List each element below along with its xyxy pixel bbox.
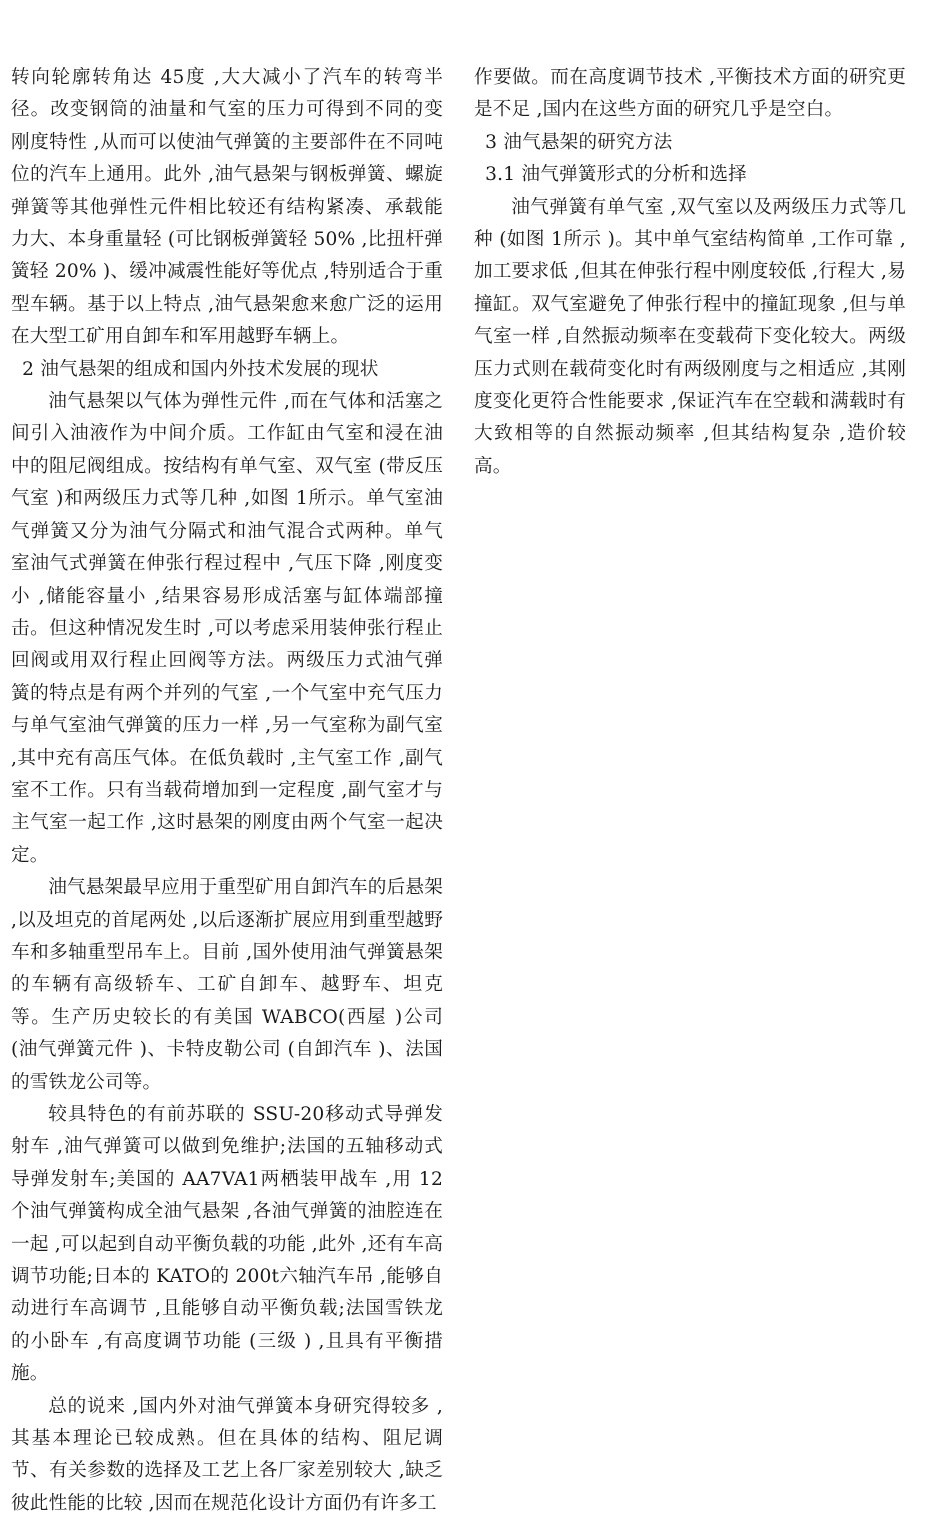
subsection-heading-3-1: 3.1 油气弹簧形式的分析和选择 xyxy=(485,164,747,186)
section-heading-2: 2 油气悬架的组成和国内外技术发展的现状 xyxy=(22,358,379,380)
paragraph: 总的说来 ,国内外对油气弹簧本身研究得较多 ,其基本理论已较成熟。但在具体的结构、阻尼调节、有关参数的选择及工艺上各厂家差别较大 ,缺乏彼此性能的比较 ,因而在规范化设计方面仍有许多工 xyxy=(11,1395,443,1514)
paragraph: 转向轮廓转角达 45度 ,大大减小了汽车的转弯半径。改变钢筒的油量和气室的压力可得到不同的变刚度特性 ,从而可以使油气弹簧的主要部件在不同吨位的汽车上通用。此外 ,油气悬架与钢板弹簧、螺旋弹簧等其他弹性元件相比较还有结构紧凑、承载能力大、本身重量轻 (可比钢板弹簧轻 50% ,比扭杆弹簧轻 20% )、缓冲减震性能好等优点 ,特别适合于重型车辆。基于以上特点 ,油气悬架愈来愈广泛的运用在大型工矿用自卸车和军用越野车辆上。 xyxy=(11,67,443,348)
paragraph: 油气悬架最早应用于重型矿用自卸汽车的后悬架 ,以及坦克的首尾两处 ,以后逐渐扩展应用到重型越野车和多轴重型吊车上。目前 ,国外使用油气弹簧悬架的车辆有高级轿车、工矿自卸车、越野车、坦克等。生产历史较长的有美国 WABCO(西屋 )公司 (油气弹簧元件 )、卡特皮勒公司 (自卸汽车 )、法国的雪铁龙公司等。 xyxy=(11,877,443,1093)
right-column xyxy=(474,62,906,483)
paragraph: 较具特色的有前苏联的 SSU-20移动式导弹发射车 ,油气弹簧可以做到免维护;法国的五轴移动式导弹发射车;美国的 AA7VA1两栖装甲战车 ,用 12个油气弹簧构成全油气悬架 ,各油气弹簧的油腔连在一起 ,可以起到自动平衡负载的功能 ,此外 ,还有车高调节功能;日本的 KATO的 200t六轴汽车吊 ,能够自动进行车高调节 ,且能够自动平衡负载;法国雪铁龙的小卧车 ,有高度调节功能 (三级 ) ,且具有平衡措施。 xyxy=(11,1104,443,1385)
paragraph: 油气悬架以气体为弹性元件 ,而在气体和活塞之间引入油液作为中间介质。工作缸由气室和浸在油中的阻尼阀组成。按结构有单气室、双气室 (带反压气室 )和两级压力式等几种 ,如图 1所示。单气室油气弹簧又分为油气分隔式和油气混合式两种。单气室油气式弹簧在伸张行程过程中 ,气压下降 ,刚度变小 ,储能容量小 ,结果容易形成活塞与缸体端部撞击。但这种情况发生时 ,可以考虑采用装伸张行程止回阀或用双行程止回阀等方法。两级压力式油气弹簧的特点是有两个并列的气室 ,一个气室中充气压力与单气室油气弹簧的压力一样 ,另一气室称为副气室 ,其中充有高压气体。在低负载时 ,主气室工作 ,副气室不工作。只有当载荷增加到一定程度 ,副气室才与主气室一起工作 ,这时悬架的刚度由两个气室一起决定。 xyxy=(11,391,443,866)
section-heading-3: 3 油气悬架的研究方法 xyxy=(485,131,673,153)
left-column xyxy=(11,62,443,1520)
paragraph: 油气弹簧有单气室 ,双气室以及两级压力式等几种 (如图 1所示 )。其中单气室结构简单 ,工作可靠 ,加工要求低 ,但其在伸张行程中刚度较低 ,行程大 ,易撞缸。双气室避免了伸张行程中的撞缸现象 ,但与单气室一样 ,自然振动频率在变载荷下变化较大。两级压力式则在载荷变化时有两级刚度与之相适应 ,其刚度变化更符合性能要求 ,保证汽车在空载和满载时有大致相等的自然振动频率 ,但其结构复杂 ,造价较高。 xyxy=(474,196,906,477)
paragraph: 作要做。而在高度调节技术 ,平衡技术方面的研究更是不足 ,国内在这些方面的研究几乎是空白。 xyxy=(474,67,906,121)
